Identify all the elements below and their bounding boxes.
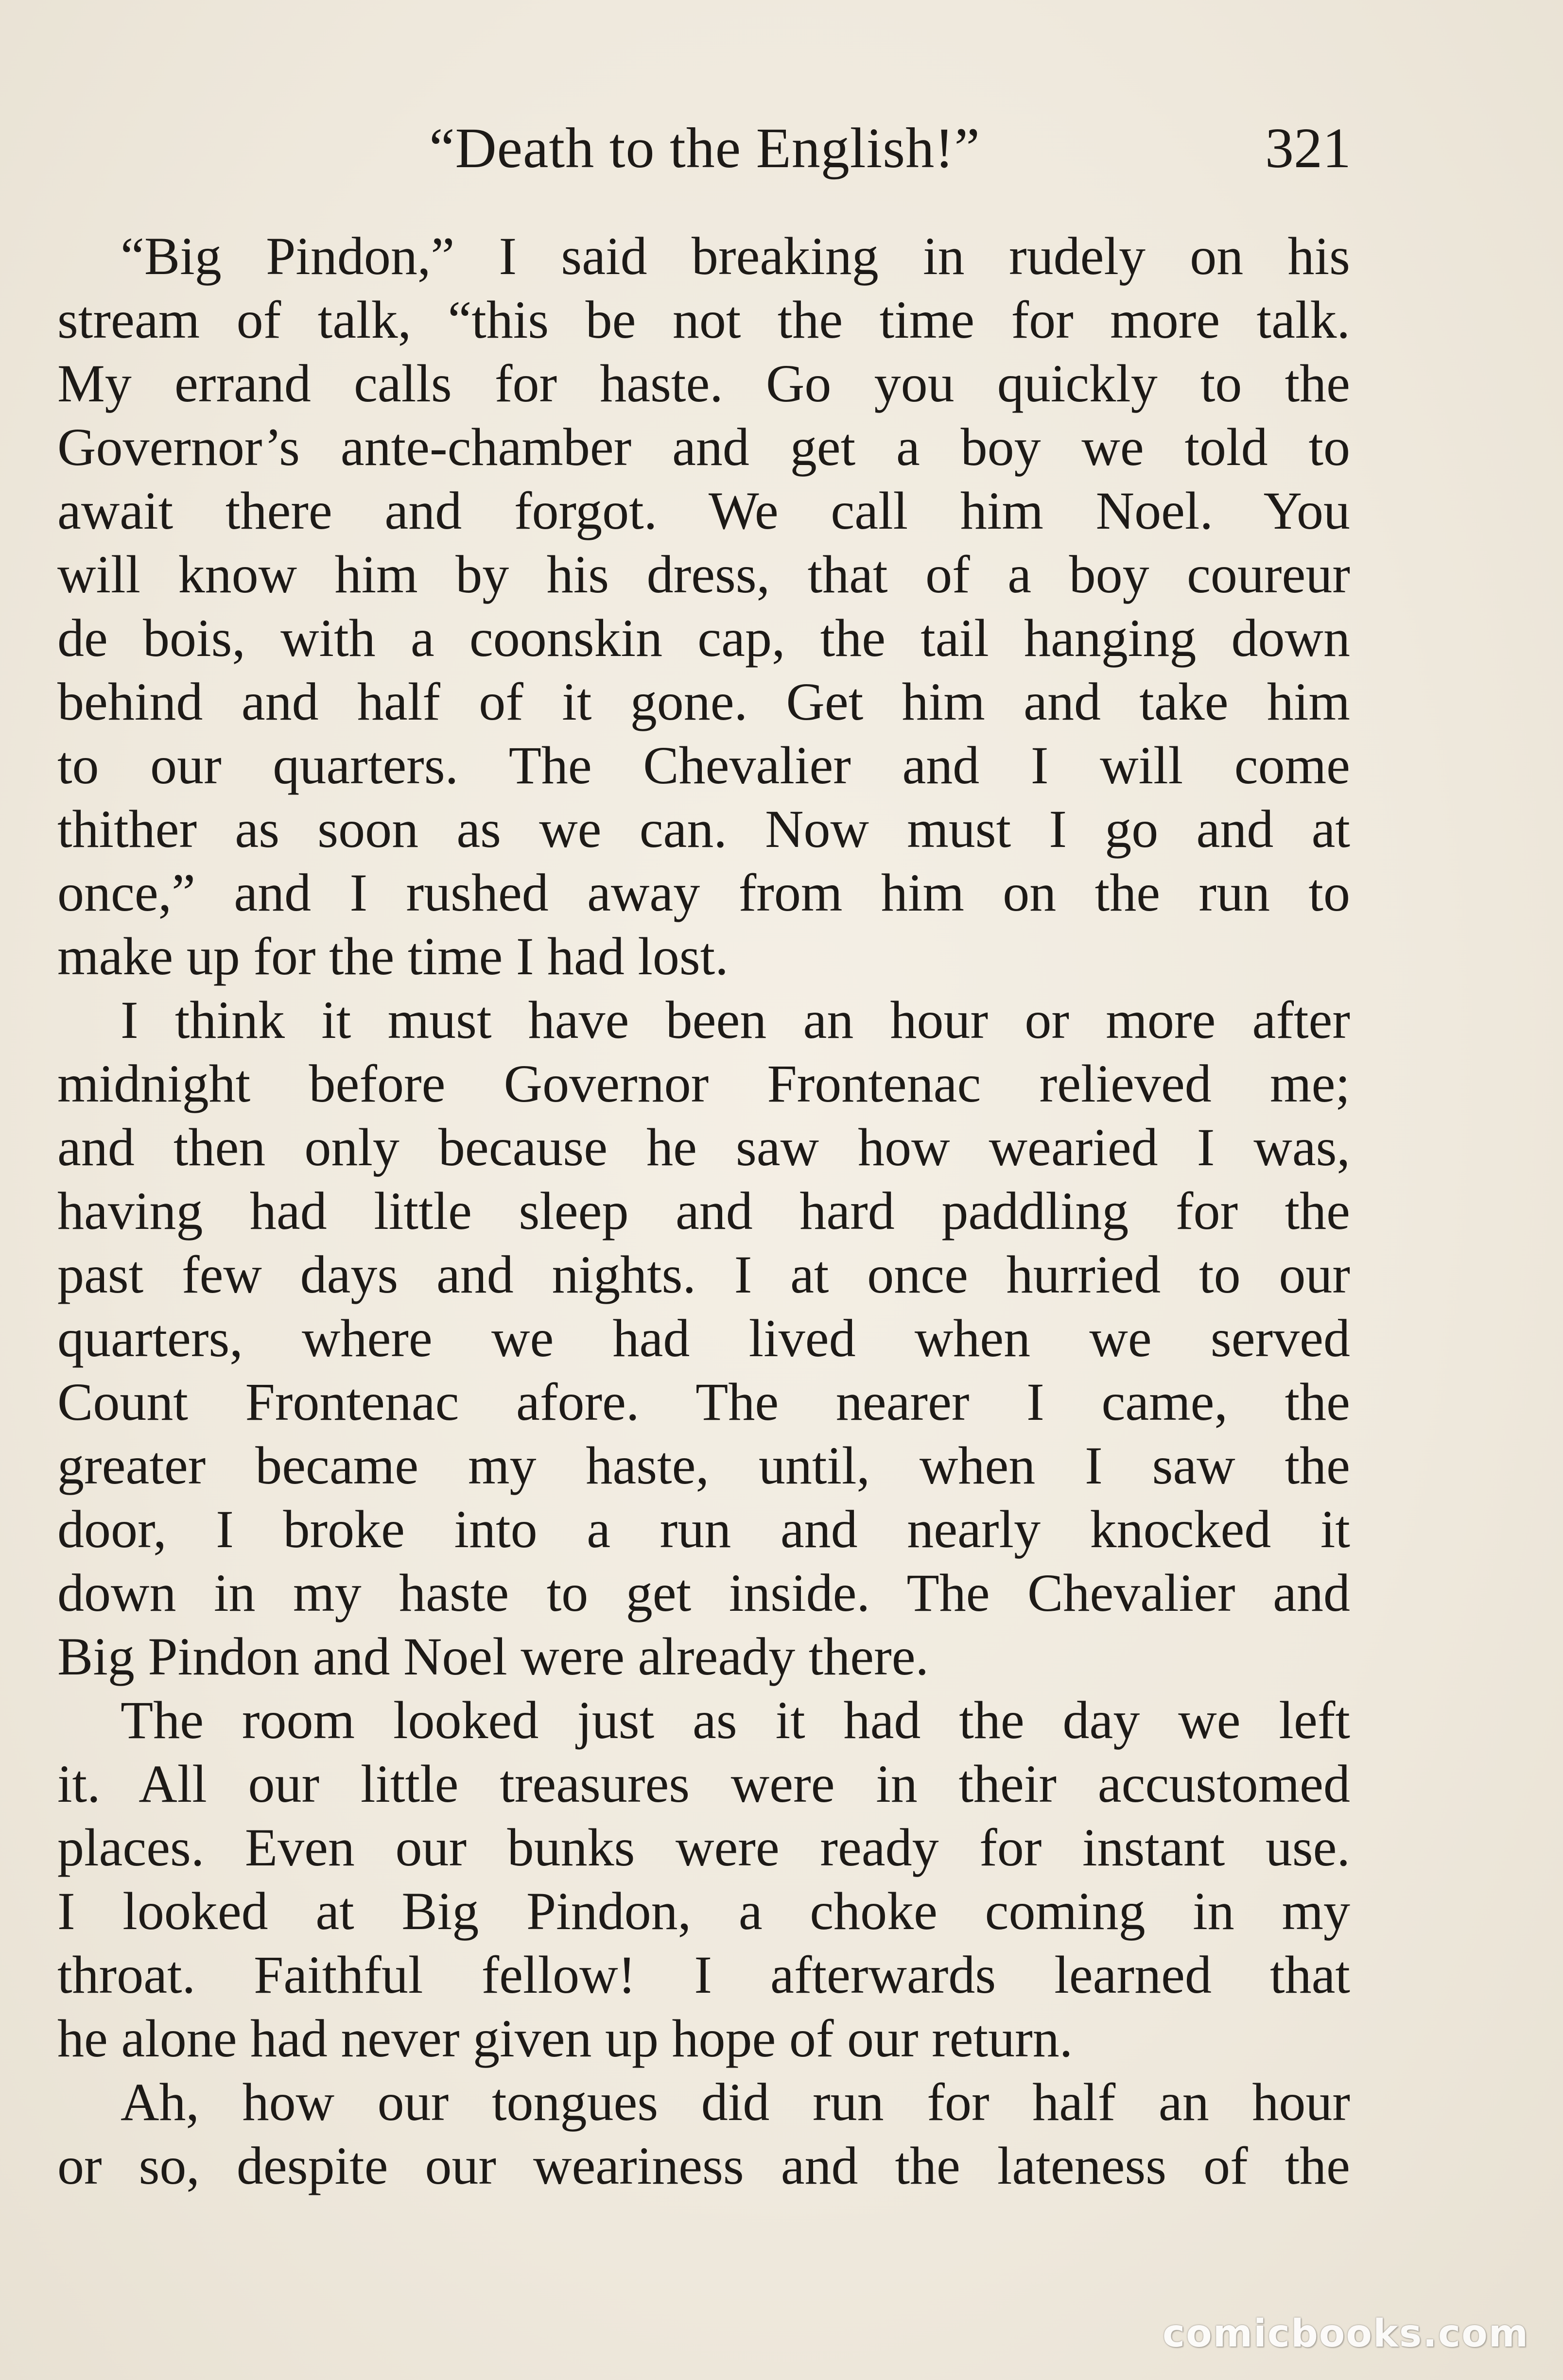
text-line: Big Pindon and Noel were already there. <box>57 1627 929 1686</box>
paragraph-1 <box>57 224 1350 988</box>
text-line: past few days and nights. I at once hurried to our <box>57 1245 1350 1304</box>
body-text <box>57 224 1350 2198</box>
text-line: will know him by his dress, that of a boy coureur <box>57 545 1350 604</box>
text-line: behind and half of it gone. Get him and take him <box>57 672 1350 731</box>
text-line: he alone had never given up hope of our return. <box>57 2009 1073 2068</box>
text-line: make up for the time I had lost. <box>57 927 729 986</box>
text-line: quarters, where we had lived when we served <box>57 1309 1350 1368</box>
site-watermark: comicbooks.com <box>1162 2312 1529 2356</box>
text-line: Governor’s ante-chamber and get a boy we told to <box>57 417 1350 477</box>
text-line: midnight before Governor Frontenac relieved me; <box>57 1054 1350 1113</box>
page-number: 321 <box>1265 116 1351 180</box>
text-line: places. Even our bunks were ready for instant use. <box>57 1818 1350 1877</box>
text-line: throat. Faithful fellow! I afterwards learned that <box>57 1945 1350 2004</box>
text-line: “Big Pindon,” I said breaking in rudely on his <box>121 226 1350 286</box>
text-line: My errand calls for haste. Go you quickly to the <box>57 354 1350 413</box>
text-line: I think it must have been an hour or more after <box>121 990 1350 1050</box>
text-line: it. All our little treasures were in their accustomed <box>57 1754 1350 1813</box>
paragraph-4 <box>57 2070 1350 2198</box>
text-line: await there and forgot. We call him Noel. You <box>57 481 1350 540</box>
text-line: or so, despite our weariness and the lateness of the <box>57 2136 1350 2195</box>
running-head <box>58 112 1351 185</box>
text-line: thither as soon as we can. Now must I go and at <box>57 799 1350 859</box>
text-line: to our quarters. The Chevalier and I will come <box>57 736 1350 795</box>
text-line: stream of talk, “this be not the time for more talk. <box>57 290 1350 349</box>
text-line: I looked at Big Pindon, a choke coming in my <box>57 1881 1350 1941</box>
text-line: The room looked just as it had the day we left <box>121 1690 1350 1750</box>
text-line: greater became my haste, until, when I saw the <box>57 1436 1350 1495</box>
text-line: down in my haste to get inside. The Chevalier and <box>57 1563 1350 1622</box>
text-line: Count Frontenac afore. The nearer I came, the <box>57 1372 1350 1431</box>
text-line: de bois, with a coonskin cap, the tail hanging down <box>57 608 1350 668</box>
text-line: Ah, how our tongues did run for half an hour <box>121 2072 1350 2132</box>
text-line: door, I broke into a run and nearly knocked it <box>57 1500 1350 1559</box>
paragraph-3 <box>57 1689 1350 2070</box>
paragraph-2 <box>57 988 1350 1689</box>
chapter-title: “Death to the English!” <box>429 116 980 180</box>
text-line: and then only because he saw how wearied I was, <box>57 1118 1350 1177</box>
text-line: having had little sleep and hard paddling for the <box>57 1181 1350 1241</box>
text-line: once,” and I rushed away from him on the run to <box>57 863 1350 922</box>
